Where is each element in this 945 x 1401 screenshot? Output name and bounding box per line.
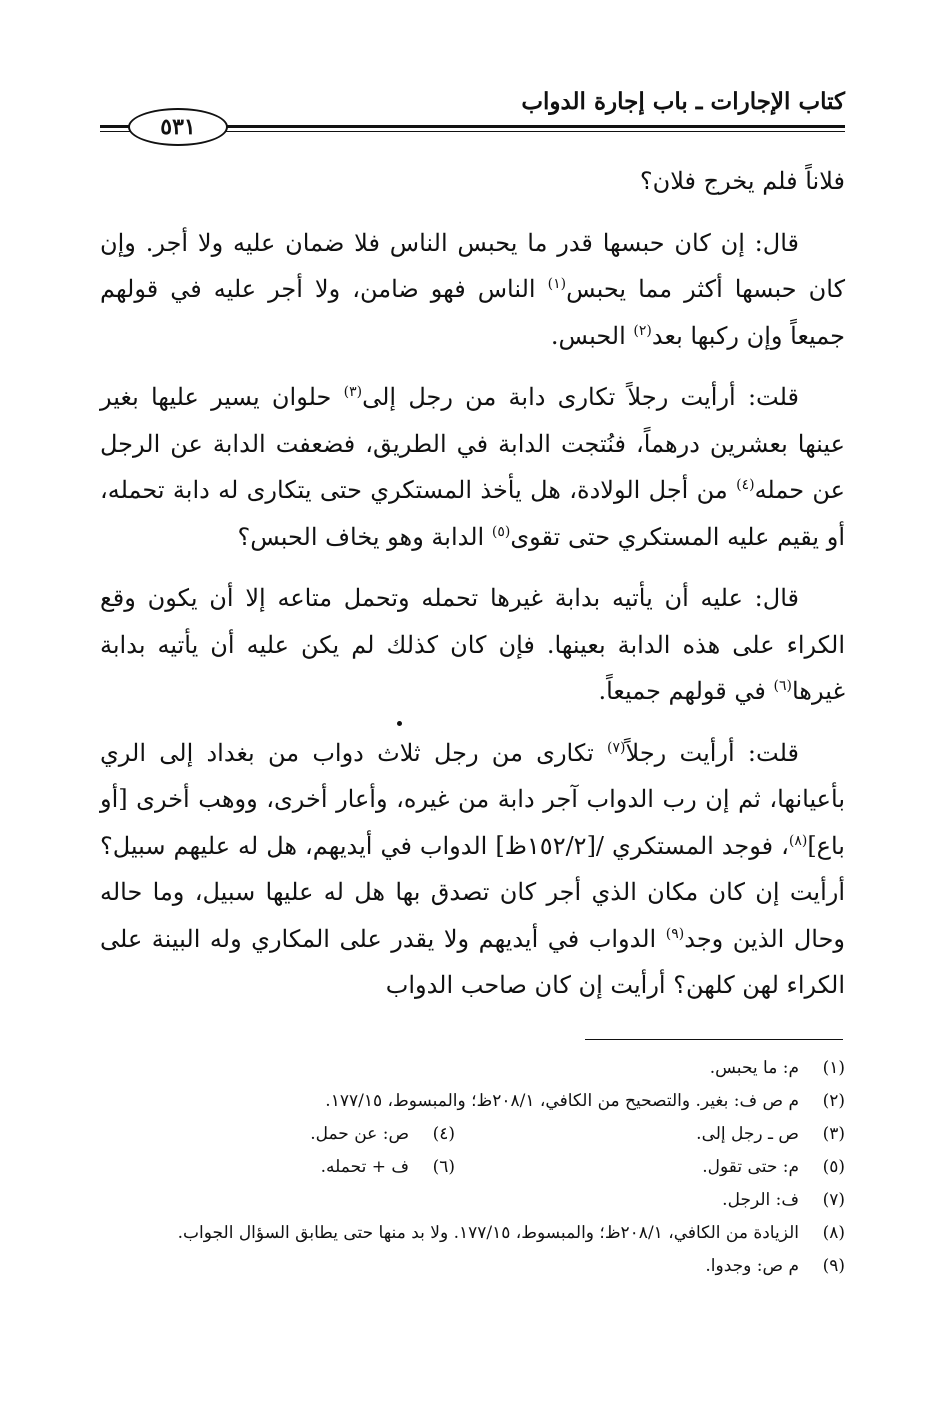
footnote-reference: (٩) <box>665 925 685 942</box>
footnote-text: م: حتى تقول. <box>702 1157 799 1177</box>
text-run: ، فوجد المستكري /[١٥٢/٢ظ] الدواب في أيديهم، هل له عليهم سبيل؟ أرأيت إن كان مكان الذي أجر كان تصدق بها هل له عليها سبيل، وما حاله وحال الذين وجد <box>100 831 846 953</box>
footnote-number: (٥) <box>822 1157 845 1177</box>
footnote-row-3-4 <box>90 1118 845 1151</box>
footnote-reference: (٧) <box>607 739 626 756</box>
text-run: الدواب في أيديهم ولا يقدر على المكاري وله البينة على الكراء لهن كلهن؟ أرأيت إن كان صاحب الدواب <box>100 924 845 999</box>
text-run: تكارى من رجل ثلاث دواب من بغداد إلى الري بأعيانها، ثم إن رب الدواب آجر دابة من غيره، وأعار أخرى، ووهب أخرى [أو باع] <box>100 738 845 860</box>
footnote-text: الزيادة من الكافي، ٢٠٨/١ظ؛ والمبسوط، ١٧٧/١٥. ولا بد منها حتى يطابق السؤال الجواب. <box>177 1223 799 1243</box>
footnote-row-5-6 <box>90 1151 845 1184</box>
text-run: حلوان يسير عليها بغير عينها بعشرين درهماً، فنُتجت الدابة في الطريق، فضعفت الدابة عن الرجل عن حمله <box>100 383 845 504</box>
paragraph-2 <box>100 220 845 360</box>
text-run: الدابة وهو يخاف الحبس؟ <box>237 522 492 551</box>
footnote-reference: (٢) <box>633 322 652 339</box>
footnote-number: (١) <box>822 1058 845 1078</box>
footnote-3 <box>696 1118 845 1151</box>
paragraph-3 <box>100 374 845 560</box>
footnote-reference: (٣) <box>343 384 363 400</box>
footnote-reference: (٨) <box>788 832 808 849</box>
text-run: فلاناً فلم يخرج فلان؟ <box>639 167 845 195</box>
footnote-number: (٩) <box>822 1256 845 1276</box>
footnote-5 <box>702 1151 845 1184</box>
footnote-1 <box>90 1052 845 1085</box>
text-run: قلت: أرأيت رجلاً تكارى دابة من رجل إلى <box>362 383 800 411</box>
footnote-text: ف + تحمله. <box>320 1157 409 1177</box>
footnote-text: م: ما يحبس. <box>709 1058 799 1078</box>
footnote-reference: (١) <box>547 276 567 292</box>
main-text <box>100 158 845 1024</box>
footnote-number: (٨) <box>822 1223 845 1243</box>
footnotes-section <box>90 1052 845 1283</box>
paragraph-1 <box>100 158 845 205</box>
paragraph-4 <box>100 575 845 715</box>
text-run: قال: عليه أن يأتيه بدابة غيرها تحمله وتحمل متاعه إلا أن يكون وقع الكراء على هذه الدابة بعينها. فإن كان كذلك لم يكن عليه أن يأتيه بدابة غيرها <box>100 584 845 705</box>
footnote-4 <box>310 1118 455 1151</box>
footnote-text: ص: عن حمل. <box>310 1124 409 1144</box>
footnote-text: م ص ف: بغير. والتصحيح من الكافي، ٢٠٨/١ظ؛ والمبسوط، ١٧٧/١٥. <box>325 1091 799 1111</box>
text-run: الناس فهو ضامن، ولا أجر عليه في قولهم جميعاً وإن ركبها بعد <box>100 275 845 350</box>
footnote-6 <box>321 1151 455 1184</box>
footnote-reference: (٦) <box>773 678 792 694</box>
footnote-number: (٧) <box>822 1190 845 1210</box>
text-run: قلت: أرأيت رجلاً <box>625 738 800 767</box>
footnote-reference: (٤) <box>736 477 755 493</box>
stray-ink-dot <box>397 721 402 726</box>
footnote-text: ص ـ رجل إلى. <box>696 1124 799 1144</box>
text-run: في قولهم جميعاً. <box>598 677 774 705</box>
footnote-number: (٢) <box>822 1091 845 1111</box>
text-run: الحبس. <box>550 321 634 350</box>
paragraph-5 <box>100 730 845 1009</box>
footnote-text: م ص: وجدوا. <box>705 1256 799 1276</box>
footnote-text: ف: الرجل. <box>722 1190 799 1210</box>
running-header-title: كتاب الإجارات ـ باب إجارة الدواب <box>521 88 845 115</box>
text-run: من أجل الولادة، هل يأخذ المستكري حتى يتكارى له دابة تحمله، أو يقيم عليه المستكري حتى تقوى <box>100 476 845 551</box>
footnote-number: (٦) <box>432 1157 455 1177</box>
footnote-number: (٣) <box>822 1124 845 1144</box>
footnote-7 <box>90 1184 845 1217</box>
footnote-9 <box>90 1250 845 1283</box>
footnote-separator <box>585 1039 843 1040</box>
footnote-8 <box>90 1217 845 1250</box>
text-run: قال: إن كان حبسها قدر ما يحبس الناس فلا ضمان عليه ولا أجر. وإن كان حبسها أكثر مما يحبس <box>100 228 846 303</box>
footnote-2 <box>90 1085 845 1118</box>
footnote-number: (٤) <box>432 1124 455 1144</box>
footnote-reference: (٥) <box>491 523 511 540</box>
page-number-badge: ٥٣١ <box>128 108 228 146</box>
